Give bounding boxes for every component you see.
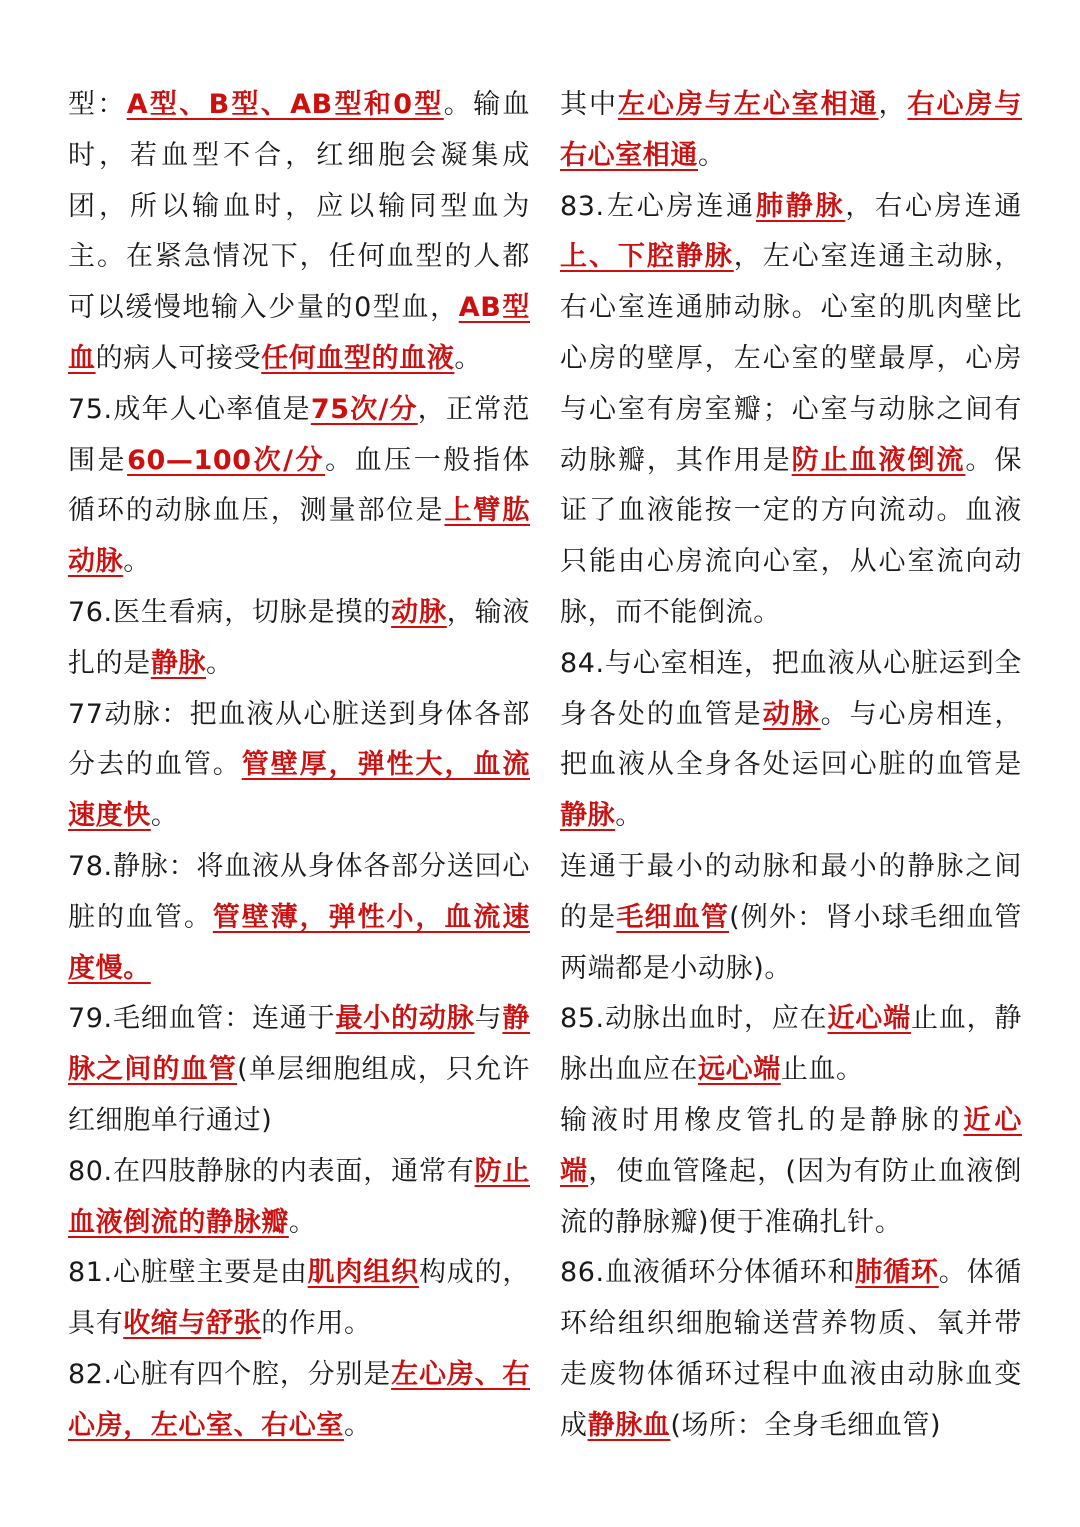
key-term: 管壁薄，弹性小，血流速度慢。 xyxy=(68,901,530,984)
key-term: 60—100次/分 xyxy=(127,444,326,476)
note-text: 82.心脏有四个腔，分别是 xyxy=(68,1358,392,1390)
key-term: 上、下腔静脉 xyxy=(560,241,734,273)
key-term: 右心房与右心室相通 xyxy=(560,89,1022,171)
note-text: 86.血液循环分体循环和 xyxy=(560,1257,856,1289)
key-term: 最小的动脉 xyxy=(335,1003,475,1035)
key-term: 收缩与舒张 xyxy=(123,1308,262,1340)
note-text: 。保证了血液能按一定的方向流动。血液只能由心房流向心室，从心室流向动脉，而不能倒流。 xyxy=(560,444,1022,628)
note-text: 77动脉：把血液从心脏送到身体各部分去的血管。 xyxy=(68,698,530,781)
note-text: 与 xyxy=(474,1003,503,1035)
key-term: 肌肉组织 xyxy=(307,1257,419,1289)
key-term: 静脉 xyxy=(150,647,207,679)
note-text: 输液时用橡皮管扎的是静脉的 xyxy=(560,1104,964,1136)
note-paragraph xyxy=(560,80,1022,182)
note-text: ，左心室连通主动脉，右心室连通肺动脉。心室的肌肉壁比心房的壁厚，左心室的壁最厚，心房与心室有房室瓣；心室与动脉之间有动脉瓣，其作用是 xyxy=(560,241,1022,476)
note-text: 。 xyxy=(615,800,643,832)
note-paragraph xyxy=(68,1350,530,1452)
note-text: 84.与心室相连，把血液从心脏运到全身各处的血管是 xyxy=(560,647,1022,730)
left-column xyxy=(68,80,530,1452)
note-text: 连通于最小的动脉和最小的静脉之间的是 xyxy=(560,850,1022,933)
note-paragraph xyxy=(68,1147,530,1249)
note-text: 止血，静脉出血应在 xyxy=(560,1003,1022,1086)
note-text: (场所：全身毛细血管) xyxy=(670,1409,942,1441)
key-term: 毛细血管 xyxy=(616,901,730,933)
note-text: ，输液扎的是 xyxy=(68,596,530,679)
note-paragraph xyxy=(560,994,1022,1096)
key-term: 静脉血 xyxy=(587,1409,671,1441)
key-term: 防止血液倒流的静脉瓣 xyxy=(68,1155,530,1238)
note-paragraph xyxy=(560,182,1022,639)
note-paragraph xyxy=(68,690,530,842)
key-term: AB型血 xyxy=(68,292,531,374)
key-term: 静脉之间的血管 xyxy=(68,1003,530,1086)
note-text: (例外：肾小球毛细血管两端都是小动脉)。 xyxy=(560,901,1022,984)
key-term: 防止血液倒流 xyxy=(791,444,966,476)
note-text: 型： xyxy=(68,89,127,120)
key-term: 动脉 xyxy=(391,596,447,628)
note-text: 79.毛细血管：连通于 xyxy=(68,1003,336,1035)
key-term: 近心端 xyxy=(560,1104,1022,1187)
note-text: 。与心房相连，把血液从全身各处运回心脏的血管是 xyxy=(560,698,1022,781)
note-text: 83.左心房连通 xyxy=(560,190,756,222)
key-term: 上臂肱动脉 xyxy=(68,495,530,578)
note-text: 85.动脉出血时，应在 xyxy=(560,1003,828,1035)
key-term: 动脉 xyxy=(762,698,821,730)
key-term: 肺循环 xyxy=(855,1257,939,1289)
note-text: 75.成年人心率值是 xyxy=(68,393,311,425)
note-paragraph xyxy=(560,1096,1022,1248)
key-term: 左心房、右心房，左心室、右心室 xyxy=(68,1358,530,1441)
key-term: 任何血型的血液 xyxy=(261,342,455,374)
note-text: ， xyxy=(878,89,908,120)
note-paragraph xyxy=(560,842,1022,994)
note-text: 。 xyxy=(206,647,234,679)
key-term: 75次/分 xyxy=(310,393,418,425)
note-paragraph xyxy=(68,588,530,690)
key-term: 左心房与左心室相通 xyxy=(617,89,879,120)
note-text: 止血。 xyxy=(780,1054,864,1086)
right-column xyxy=(560,80,1022,1452)
key-term: 肺静脉 xyxy=(755,190,846,222)
note-paragraph xyxy=(68,994,530,1146)
note-text: 76.医生看病，切脉是摸的 xyxy=(68,596,392,628)
note-text: 78.静脉：将血液从身体各部分送回心脏的血管。 xyxy=(68,850,530,933)
key-term: A型、B型、AB型和0型 xyxy=(126,89,444,120)
note-text: ，使血管隆起，(因为有防止血液倒流的静脉瓣)便于准确扎针。 xyxy=(560,1155,1022,1238)
note-text: 的作用。 xyxy=(261,1308,372,1340)
note-paragraph xyxy=(560,1248,1022,1451)
note-paragraph xyxy=(560,639,1022,842)
key-term: 管壁厚，弹性大，血流速度快 xyxy=(68,749,530,832)
note-text: 。 xyxy=(454,342,483,374)
key-term: 静脉 xyxy=(560,800,616,832)
key-term: 近心端 xyxy=(827,1003,911,1035)
note-paragraph xyxy=(68,1248,530,1350)
note-text: 。 xyxy=(150,800,179,832)
note-text: 。 xyxy=(288,1206,317,1238)
note-text: 。血压一般指体循环的动脉血压，测量部位是 xyxy=(68,444,531,527)
note-text: 。 xyxy=(698,139,726,171)
note-text: 80.在四肢静脉的内表面，通常有 xyxy=(68,1155,475,1187)
note-paragraph xyxy=(68,385,530,588)
note-text: ，正常范围是 xyxy=(68,393,530,476)
note-text: 81.心脏壁主要是由 xyxy=(68,1257,308,1289)
note-text: 。输血时，若血型不合，红细胞会凝集成团，所以输血时，应以输同型血为主。在紧急情况下，任何血型的人都可以缓慢地输入少量的0型血， xyxy=(68,89,531,324)
note-paragraph xyxy=(68,842,530,994)
note-text: 的病人可接受 xyxy=(95,342,262,374)
note-text: 。 xyxy=(344,1409,372,1441)
note-text: 。 xyxy=(123,546,151,578)
note-text: (单层细胞组成，只允许红细胞单行通过) xyxy=(68,1054,530,1136)
note-paragraph xyxy=(68,80,530,385)
note-text: ，右心房连通 xyxy=(845,190,1022,222)
key-term: 远心端 xyxy=(698,1054,781,1086)
note-text: 。体循环给组织细胞输送营养物质、氧并带走废物体循环过程中血液由动脉血变成 xyxy=(560,1257,1022,1441)
note-text: 构成的，具有 xyxy=(68,1257,530,1340)
note-text: 其中 xyxy=(560,89,618,120)
